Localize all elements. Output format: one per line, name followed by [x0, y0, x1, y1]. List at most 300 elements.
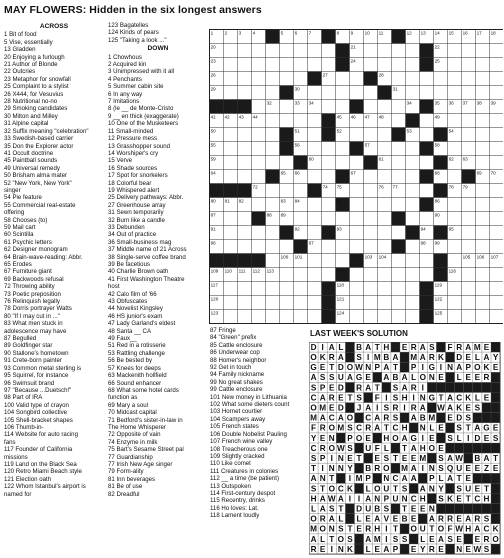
- solution-letter: P: [365, 474, 371, 484]
- solution-black-square: [400, 544, 409, 554]
- solution-black-square: [446, 352, 455, 362]
- solution-letter: E: [338, 393, 344, 403]
- clue-line: 3 Unimpressed with it all: [108, 68, 175, 76]
- cell-number: 1: [210, 30, 214, 36]
- solution-black-square: [355, 443, 364, 453]
- solution-letter: N: [328, 433, 335, 443]
- solution-letter: E: [492, 423, 499, 433]
- down-clue-list-continued: [210, 327, 306, 520]
- solution-letter: T: [383, 423, 389, 433]
- cell-number: 121: [336, 296, 345, 302]
- cell-number: 120: [210, 296, 219, 302]
- clue-line: 79 Form-ality: [108, 468, 144, 476]
- cell-number: 87: [210, 212, 216, 218]
- clue-line: 114 Website for auto racing: [4, 431, 78, 439]
- cell-number: 61: [378, 156, 384, 162]
- clue-line: 16 Shade sources: [108, 164, 158, 172]
- solution-letter: E: [319, 363, 326, 373]
- clue-line: 47 Lady Garland's eldest: [108, 320, 176, 328]
- cell-number: 85: [336, 198, 342, 204]
- solution-black-square: [345, 382, 354, 392]
- cell-number: 112: [252, 268, 260, 274]
- solution-letter: P: [319, 383, 326, 393]
- solution-letter: T: [374, 383, 380, 393]
- solution-letter: A: [447, 474, 454, 484]
- cell-number: 20: [210, 44, 216, 50]
- black-square: [336, 170, 350, 184]
- solution-letter: C: [328, 413, 335, 423]
- cell-number: 34: [308, 100, 314, 106]
- solution-letter: B: [374, 504, 381, 514]
- solution-letter: F: [374, 393, 380, 403]
- cell-number: 82: [238, 198, 244, 204]
- solution-letter: D: [310, 342, 317, 352]
- clue-line: 112 __ a time (be patient): [210, 475, 279, 483]
- black-square: [434, 254, 448, 268]
- solution-letter: B: [419, 413, 426, 423]
- solution-letter: S: [392, 534, 399, 544]
- black-square: [420, 170, 434, 184]
- clue-line: 6 In any way: [108, 90, 143, 98]
- clue-line: 30 Milton and Milley: [4, 112, 58, 120]
- solution-letter: T: [338, 504, 344, 514]
- solution-black-square: [345, 342, 354, 352]
- solution-letter: R: [319, 423, 326, 433]
- clue-line: 1 Chowhous: [108, 53, 142, 61]
- clue-line: 31 Sewn temporarily: [108, 209, 164, 217]
- solution-letter: A: [337, 413, 344, 423]
- solution-letter: S: [456, 484, 462, 494]
- clue-line: 115 Recentry, drinks: [210, 497, 265, 505]
- clue-line: 14 Worshiper's cry: [108, 149, 159, 157]
- clue-line: 56 Be bested by: [108, 357, 153, 365]
- cell-number: 33: [294, 100, 300, 106]
- solution-letter: N: [456, 544, 463, 554]
- clue-line: 15 Verve: [108, 157, 133, 165]
- solution-black-square: [473, 473, 482, 483]
- solution-black-square: [464, 534, 473, 544]
- cell-number: 31: [392, 86, 398, 92]
- black-square: [434, 128, 448, 142]
- solution-black-square: [455, 443, 464, 453]
- solution-letter: G: [410, 433, 417, 443]
- clues-column-1: [4, 22, 104, 498]
- cell-number: 90: [434, 212, 440, 218]
- clue-line: 38 Single-serve coffee brand: [108, 253, 186, 261]
- cell-number: 12: [406, 30, 412, 36]
- black-square: [434, 226, 448, 240]
- solution-letter: A: [483, 353, 490, 362]
- clue-line: 22 Outcries: [4, 68, 36, 76]
- solution-black-square: [491, 514, 500, 524]
- solution-letter: A: [337, 494, 344, 504]
- cell-number: 6: [294, 30, 298, 36]
- solution-letter: A: [346, 373, 353, 383]
- solution-letter: F: [311, 423, 317, 433]
- solution-letter: F: [374, 443, 380, 453]
- solution-letter: P: [392, 544, 399, 554]
- black-square: [322, 310, 336, 324]
- solution-black-square: [409, 483, 418, 493]
- cell-number: 101: [294, 254, 303, 260]
- clue-line: 118 Lament loudly: [210, 512, 260, 520]
- cell-number: 15: [448, 30, 454, 36]
- cell-number: 83: [280, 198, 286, 204]
- solution-letter: I: [385, 393, 388, 403]
- solution-letter: T: [392, 363, 398, 373]
- solution-black-square: [464, 382, 473, 392]
- solution-letter: E: [420, 504, 426, 514]
- clue-line: 8 (le __ de Monte-Cristo: [108, 105, 174, 113]
- solution-letter: M: [428, 413, 436, 423]
- clue-line: 70 Midcast capital: [108, 409, 157, 417]
- solution-letter: E: [401, 342, 408, 352]
- clue-line: 92 Get in touch: [210, 364, 252, 372]
- solution-letter: G: [310, 363, 317, 373]
- solution-letter: A: [328, 342, 335, 352]
- clue-line: 87 Fringe: [210, 327, 236, 334]
- black-square: [364, 72, 378, 86]
- solution-letter: K: [465, 393, 472, 403]
- solution-letter: N: [319, 474, 326, 484]
- solution-letter: O: [374, 484, 381, 494]
- black-square: [462, 170, 476, 184]
- solution-black-square: [464, 504, 473, 514]
- solution-letter: U: [365, 504, 372, 514]
- solution-letter: S: [329, 373, 335, 383]
- solution-letter: R: [456, 342, 463, 352]
- cell-number: 74: [322, 184, 328, 190]
- solution-black-square: [491, 504, 500, 514]
- cell-number: 42: [224, 114, 230, 120]
- solution-letter: V: [383, 514, 390, 524]
- solution-letter: T: [311, 464, 317, 474]
- solution-letter: R: [392, 403, 399, 413]
- cell-number: 63: [462, 156, 468, 162]
- solution-black-square: [446, 372, 455, 382]
- cell-number: 30: [294, 86, 300, 92]
- cell-number: 56: [294, 142, 300, 148]
- cell-number: 17: [476, 30, 482, 36]
- solution-letter: N: [428, 504, 435, 514]
- solution-letter: A: [410, 413, 417, 423]
- solution-black-square: [482, 403, 491, 413]
- clue-line: 12 Pressure mess: [108, 135, 158, 143]
- solution-black-square: [446, 483, 455, 493]
- clue-line: 5 Vise, essentially: [4, 38, 53, 46]
- solution-black-square: [345, 504, 354, 514]
- clue-line: 77 Irish New Age singer: [108, 460, 173, 468]
- solution-letter: N: [428, 373, 435, 383]
- solution-letter: I: [330, 454, 333, 463]
- solution-letter: A: [365, 383, 372, 393]
- clue-line: 69 Backwoods refusal: [4, 275, 64, 283]
- solution-letter: K: [346, 484, 353, 494]
- solution-letter: A: [447, 403, 454, 413]
- cell-number: 32: [266, 100, 272, 106]
- solution-letter: N: [374, 494, 381, 504]
- solution-letter: A: [365, 342, 372, 352]
- solution-black-square: [427, 453, 436, 463]
- solution-letter: O: [474, 363, 481, 373]
- clue-line: 64 Brain-wave-reading: Abbr.: [4, 253, 83, 261]
- solution-black-square: [382, 382, 391, 392]
- clue-line: 82 Dreadful: [108, 490, 140, 498]
- solution-letter: L: [474, 393, 480, 403]
- cell-number: 54: [448, 128, 454, 134]
- solution-letter: A: [383, 363, 390, 373]
- solution-letter: E: [447, 413, 453, 423]
- solution-letter: S: [474, 403, 481, 413]
- cell-number: 64: [210, 170, 216, 176]
- solution-letter: L: [411, 373, 417, 383]
- solution-letter: R: [328, 353, 335, 362]
- solution-letter: A: [365, 534, 372, 544]
- solution-letter: R: [474, 514, 481, 524]
- solution-letter: A: [374, 423, 381, 433]
- solution-letter: U: [392, 494, 399, 504]
- clue-line: 83 What men stuck in: [4, 320, 63, 328]
- solution-letter: T: [392, 484, 398, 494]
- solution-letter: N: [337, 464, 344, 474]
- solution-letter: O: [492, 534, 499, 544]
- solution-letter: M: [401, 464, 408, 474]
- solution-letter: M: [473, 342, 481, 352]
- clue-line: 32 Burn like a candle: [108, 216, 165, 224]
- clue-line: 97 "Because ...Duetsch!": [4, 386, 72, 394]
- solution-letter: E: [319, 433, 326, 443]
- solution-black-square: [473, 504, 482, 514]
- solution-letter: M: [310, 524, 317, 534]
- solution-black-square: [436, 342, 445, 352]
- solution-black-square: [391, 504, 400, 514]
- solution-letter: D: [356, 504, 363, 514]
- clue-line: 27 Greenhouse array: [108, 201, 166, 209]
- cell-number: 50: [210, 128, 216, 134]
- cell-number: 11: [378, 30, 384, 36]
- black-square: [280, 128, 294, 142]
- solution-black-square: [345, 403, 354, 413]
- solution-black-square: [464, 443, 473, 453]
- solution-letter: S: [383, 403, 390, 413]
- solution-letter: A: [310, 534, 317, 544]
- solution-letter: I: [376, 403, 379, 413]
- clue-line: 17 Spot for snorkelers: [108, 172, 168, 180]
- clue-line: 36 Small-business mag: [108, 238, 172, 246]
- black-square: [294, 156, 308, 170]
- clue-line: 122 Whom Istanbul's airport is: [4, 483, 86, 491]
- cell-number: 70: [490, 170, 496, 176]
- solution-letter: E: [374, 454, 380, 463]
- cell-number: 122: [434, 296, 443, 302]
- solution-letter: K: [319, 353, 326, 362]
- solution-letter: O: [346, 363, 354, 373]
- solution-title: LAST WEEK'S SOLUTION: [310, 329, 408, 338]
- clue-line: 90 Stallone's hometown: [4, 349, 69, 357]
- solution-letter: M: [373, 353, 381, 362]
- solution-letter: O: [346, 413, 354, 423]
- solution-letter: S: [438, 454, 444, 463]
- solution-black-square: [409, 534, 418, 544]
- clue-line: missions: [4, 453, 28, 461]
- solution-letter: E: [365, 514, 371, 524]
- solution-black-square: [491, 372, 500, 382]
- cell-number: 34: [406, 100, 412, 106]
- cell-number: 95: [448, 226, 454, 232]
- solution-letter: N: [337, 454, 344, 463]
- solution-letter: A: [337, 353, 344, 362]
- solution-letter: S: [356, 353, 362, 362]
- solution-letter: L: [338, 342, 344, 352]
- solution-letter: W: [473, 544, 482, 554]
- solution-letter: E: [365, 373, 371, 383]
- across-heading: ACROSS: [39, 23, 69, 30]
- cell-number: 47: [364, 114, 370, 120]
- clue-line: 41 First Washington Theatre: [108, 275, 185, 283]
- solution-letter: T: [356, 454, 362, 463]
- solution-letter: P: [465, 363, 471, 373]
- clue-line: 117 Founder of California: [4, 446, 73, 454]
- cell-number: 116: [448, 268, 456, 274]
- clue-line: 33 Swedish-based carrier: [4, 135, 74, 143]
- solution-letter: H: [465, 524, 472, 534]
- solution-letter: S: [329, 504, 335, 514]
- solution-letter: C: [310, 443, 317, 453]
- solution-letter: E: [329, 383, 335, 393]
- solution-letter: I: [330, 544, 333, 554]
- black-square: [392, 212, 406, 226]
- black-square: [392, 240, 406, 254]
- solution-letter: I: [439, 363, 443, 373]
- clue-line: 34 Out of practice: [108, 231, 157, 239]
- cell-number: 117: [210, 282, 218, 288]
- solution-letter: A: [374, 514, 381, 524]
- solution-letter: N: [428, 484, 435, 494]
- across-clue-list: [4, 31, 104, 498]
- black-square: [266, 170, 280, 184]
- black-square: [322, 114, 336, 128]
- solution-letter: S: [392, 413, 399, 423]
- cell-number: 106: [476, 254, 485, 260]
- solution-black-square: [446, 382, 455, 392]
- solution-letter: U: [383, 484, 390, 494]
- solution-black-square: [491, 483, 500, 493]
- clue-line: 121 Election oath: [4, 475, 52, 483]
- solution-letter: A: [447, 454, 454, 463]
- clue-line: 114 First-century despot: [210, 489, 276, 497]
- solution-letter: A: [419, 484, 426, 494]
- solution-letter: A: [483, 454, 490, 463]
- solution-letter: L: [356, 514, 362, 524]
- cell-number: 68: [434, 170, 440, 176]
- solution-letter: C: [410, 494, 417, 504]
- solution-black-square: [355, 544, 364, 554]
- cell-number: 88: [266, 212, 272, 218]
- clue-line: 23 Metaphor for snowfall: [4, 75, 71, 83]
- solution-letter: M: [419, 454, 427, 463]
- clue-line: 86 Underwear cop: [210, 349, 260, 357]
- solution-letter: A: [319, 504, 326, 514]
- clue-line: 67 Furniture giant: [4, 268, 52, 276]
- clue-line: 45 Paintball sounds: [4, 157, 58, 165]
- clue-line: 44 Novelist Kingsley: [108, 305, 163, 313]
- clue-line: 49 Faux__: [108, 335, 137, 343]
- solution-black-square: [391, 463, 400, 473]
- solution-letter: N: [419, 393, 426, 403]
- solution-letter: O: [437, 524, 445, 534]
- solution-letter: D: [337, 383, 344, 393]
- solution-letter: L: [438, 474, 444, 484]
- solution-letter: K: [346, 544, 353, 554]
- black-square: [224, 100, 238, 114]
- solution-letter: W: [336, 443, 345, 453]
- cell-number: 7: [308, 30, 312, 36]
- solution-letter: W: [355, 363, 363, 373]
- clue-line: 68 What some hotel cards: [108, 386, 179, 394]
- black-square: [406, 114, 420, 128]
- solution-letter: A: [474, 423, 481, 433]
- cell-number: 62: [448, 156, 454, 162]
- solution-letter: S: [392, 393, 399, 403]
- solution-letter: T: [392, 454, 398, 463]
- solution-letter: Y: [438, 484, 444, 494]
- solution-letter: M: [310, 413, 317, 423]
- down-heading: DOWN: [147, 45, 169, 53]
- solution-letter: R: [447, 514, 454, 524]
- solution-letter: E: [410, 454, 417, 463]
- solution-letter: I: [385, 524, 388, 534]
- solution-letter: S: [456, 423, 462, 433]
- solution-black-square: [491, 382, 500, 392]
- cell-number: 96: [210, 240, 216, 246]
- solution-letter: E: [438, 423, 444, 433]
- clue-line: 94 Family nickname: [210, 371, 265, 379]
- cell-number: 55: [210, 142, 216, 148]
- black-square: [308, 72, 322, 86]
- solution-letter: I: [403, 403, 406, 413]
- clue-line: 74 Enzyme in milk: [108, 438, 158, 446]
- black-square: [280, 142, 294, 156]
- clue-line: 7 Imitations: [108, 98, 140, 106]
- solution-letter: S: [310, 484, 317, 494]
- black-square: [266, 30, 280, 44]
- solution-black-square: [427, 382, 436, 392]
- solution-letter: I: [467, 433, 470, 443]
- solution-letter: I: [348, 474, 352, 484]
- cell-number: 5: [280, 30, 284, 36]
- cell-number: 72: [252, 184, 258, 190]
- clue-line: 105 Shell-bracket shapes: [4, 416, 73, 424]
- black-square: [322, 282, 336, 296]
- solution-letter: I: [421, 464, 424, 474]
- cell-number: 21: [350, 44, 356, 50]
- solution-letter: H: [401, 423, 408, 433]
- solution-letter: M: [410, 353, 418, 362]
- solution-letter: D: [337, 363, 344, 373]
- solution-letter: P: [319, 454, 326, 463]
- solution-letter: O: [337, 534, 345, 544]
- cell-number: 35: [434, 100, 440, 106]
- solution-letter: I: [421, 363, 424, 373]
- solution-letter: A: [392, 353, 399, 362]
- clue-line: 88 Homer's neighbor: [210, 356, 267, 364]
- black-square: [336, 44, 350, 58]
- solution-letter: I: [367, 353, 370, 362]
- solution-letter: A: [401, 373, 408, 383]
- solution-letter: E: [356, 524, 362, 534]
- clue-line: 80 "If I may cut in ...": [4, 312, 60, 320]
- solution-letter: Y: [420, 544, 426, 554]
